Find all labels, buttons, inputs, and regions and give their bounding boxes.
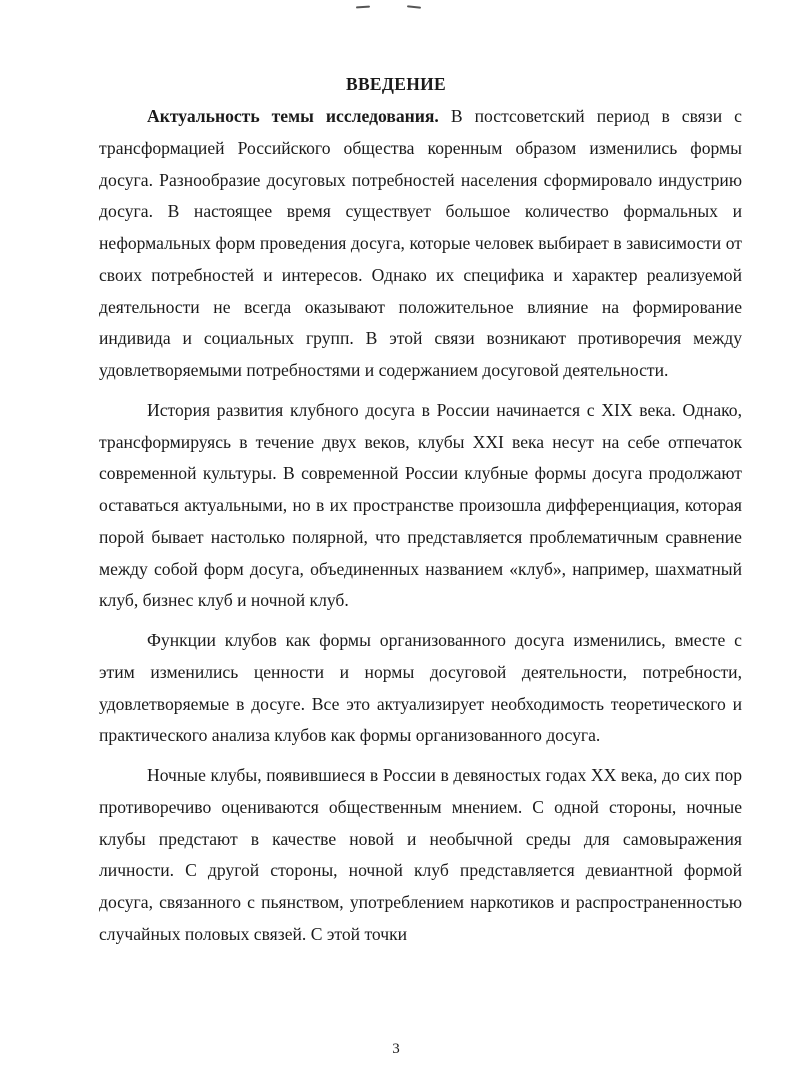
paragraph-night-clubs	[99, 760, 742, 951]
paragraph-club-history	[99, 395, 742, 617]
paragraph-relevance	[99, 101, 742, 387]
paragraph-lead: Актуальность темы исследования.	[147, 106, 439, 126]
paragraph-text: Ночные клубы, появившиеся в России в девяностых годах XX века, до сих пор противоречиво оцениваются общественным мнением. С одной стороны, ночные клубы предстают в качестве новой и необычной среды для самовыражения личности. С другой стороны, ночной клуб представляется девиантной формой досуга, связанного с пьянством, употреблением наркотиков и распространенностью случайных половых связей. С этой точки	[99, 765, 742, 944]
paragraph-club-functions	[99, 625, 742, 752]
page-number: 3	[392, 1041, 400, 1057]
paragraph-text: История развития клубного досуга в России начинается с XIX века. Однако, трансформируясь в течение двух веков, клубы XXI века несут на себе отпечаток современной культуры. В современной России клубные формы досуга продолжают оставаться актуальными, но в их пространстве произошла дифференциация, которая порой бывает настолько полярной, что представляется проблематичным сравнение между собой форм досуга, объединенных названием «клуб», например, шахматный клуб, бизнес клуб и ночной клуб.	[99, 399, 742, 611]
body-text	[99, 101, 742, 951]
scan-artifact-mark	[407, 5, 421, 8]
scan-artifact-mark	[356, 6, 370, 9]
paragraph-text: В постсоветский период в связи с трансформацией Российского общества коренным образом изменились формы досуга. Разнообразие досуговых потребностей населения сформировало индустрию досуга. В настоящее время существует большое количество формальных и неформальных форм проведения досуга, которые человек выбирает в зависимости от своих потребностей и интересов. Однако их специфика и характер реализуемой деятельности не всегда оказывают положительное влияние на формирование индивида и социальных групп. В этой связи возникают противоречия между удовлетворяемыми потребностями и содержанием досуговой деятельности.	[99, 106, 742, 380]
section-title: ВВЕДЕНИЕ	[345, 74, 447, 94]
paragraph-text: Функции клубов как формы организованного досуга изменились, вместе с этим изменились ценности и нормы досуговой деятельности, потребности, удовлетворяемые в досуге. Все это актуализирует необходимость теоретического и практического анализа клубов как формы организованного досуга.	[99, 630, 742, 746]
